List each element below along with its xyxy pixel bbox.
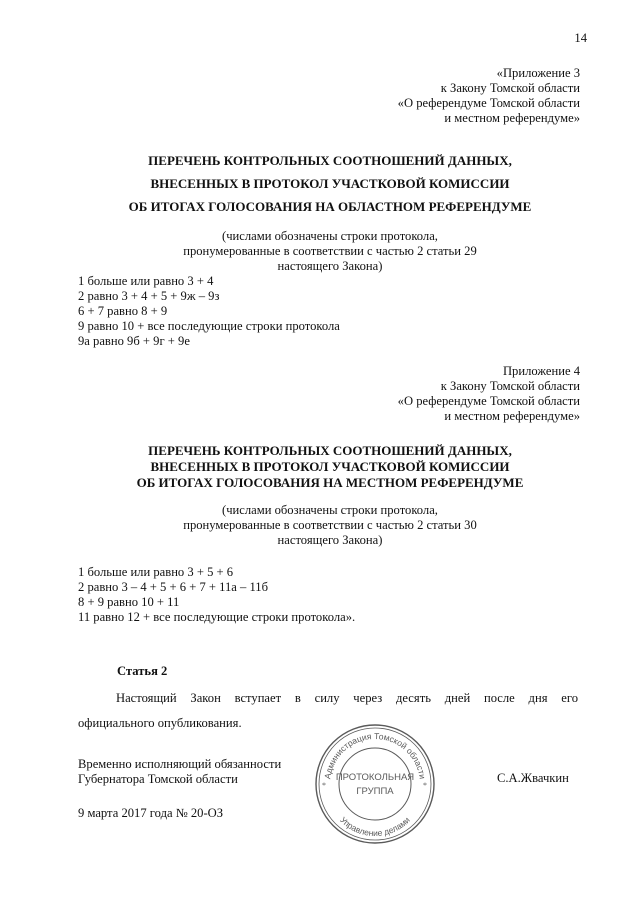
- section-4-relations: [78, 565, 355, 625]
- section-4-title-line: ВНЕСЕННЫХ В ПРОТОКОЛ УЧАСТКОВОЙ КОМИССИИ: [150, 459, 510, 474]
- section-3-note: [60, 229, 600, 274]
- appendix-4-line: Приложение 4: [502, 364, 580, 378]
- appendix-4-line: и местном референдуме»: [444, 409, 580, 423]
- relation-line: 1 больше или равно 3 + 4: [78, 274, 214, 288]
- appendix-3-line: «О референдуме Томской области: [397, 96, 580, 110]
- stamp-inner-ring: [339, 748, 411, 820]
- signatory-position: [78, 757, 281, 787]
- stamp-star-left-icon: *: [322, 781, 326, 790]
- article-text-line-1: Настоящий Закон вступает в силу через десять дней после дня его: [116, 691, 578, 705]
- relation-line: 6 + 7 равно 8 + 9: [78, 304, 168, 318]
- section-4-note-line: пронумерованные в соответствии с частью 2 статьи 30: [183, 518, 477, 532]
- appendix-4-header: [250, 364, 580, 424]
- section-3-note-line: пронумерованные в соответствии с частью 2 статьи 29: [183, 244, 477, 258]
- official-stamp: [313, 722, 438, 847]
- stamp-star-right-icon: *: [423, 781, 427, 790]
- signatory-position-line: Губернатора Томской области: [78, 772, 238, 786]
- signatory-name: С.А.Жвачкин: [497, 771, 569, 785]
- stamp-inner-line-1: ПРОТОКОЛЬНАЯ: [335, 772, 415, 783]
- relation-line: 2 равно 3 + 4 + 5 + 9ж – 9з: [78, 289, 220, 303]
- stamp-outer-ring: [316, 725, 434, 843]
- section-4-title: [60, 443, 600, 491]
- section-4-title-line: ПЕРЕЧЕНЬ КОНТРОЛЬНЫХ СООТНОШЕНИЙ ДАННЫХ,: [148, 443, 512, 458]
- appendix-3-line: и местном референдуме»: [444, 111, 580, 125]
- appendix-3-line: к Закону Томской области: [440, 81, 580, 95]
- stamp-outer-ring-inner: [319, 728, 431, 840]
- section-3-title-line: ОБ ИТОГАХ ГОЛОСОВАНИЯ НА ОБЛАСТНОМ РЕФЕРЕНДУМЕ: [128, 199, 532, 214]
- section-4-title-line: ОБ ИТОГАХ ГОЛОСОВАНИЯ НА МЕСТНОМ РЕФЕРЕНДУМЕ: [136, 475, 524, 490]
- signatory-position-line: Временно исполняющий обязанности: [78, 757, 282, 771]
- appendix-3-line: «Приложение 3: [496, 66, 580, 80]
- section-3-title: [60, 153, 600, 222]
- page-number: 14: [574, 31, 587, 45]
- stamp-text-top: Администрация Томской области: [322, 730, 428, 780]
- stamp-seal-graphic: [313, 722, 438, 847]
- appendix-4-line: «О референдуме Томской области: [397, 394, 580, 408]
- stamp-inner-line-2: ГРУППА: [356, 786, 394, 797]
- section-3-note-line: (числами обозначены строки протокола,: [222, 229, 438, 243]
- section-4-note: [60, 503, 600, 548]
- section-4-note-line: настоящего Закона): [277, 533, 383, 547]
- section-4-note-line: (числами обозначены строки протокола,: [222, 503, 438, 517]
- section-3-note-line: настоящего Закона): [277, 259, 383, 273]
- law-date-number: 9 марта 2017 года № 20-ОЗ: [78, 806, 224, 820]
- appendix-3-header: [250, 66, 580, 126]
- relation-line: 2 равно 3 – 4 + 5 + 6 + 7 + 11а – 11б: [78, 580, 268, 594]
- relation-line: 11 равно 12 + все последующие строки протокола».: [78, 610, 356, 624]
- stamp-text-bottom: Управление делами: [338, 814, 412, 839]
- article-heading: Статья 2: [117, 664, 168, 678]
- article-text-line-2: официального опубликования.: [78, 716, 242, 730]
- section-3-title-line: ПЕРЕЧЕНЬ КОНТРОЛЬНЫХ СООТНОШЕНИЙ ДАННЫХ,: [148, 153, 512, 168]
- relation-line: 1 больше или равно 3 + 5 + 6: [78, 565, 234, 579]
- relation-line: 9а равно 9б + 9г + 9е: [78, 334, 190, 348]
- section-3-title-line: ВНЕСЕННЫХ В ПРОТОКОЛ УЧАСТКОВОЙ КОМИССИИ: [150, 176, 510, 191]
- relation-line: 8 + 9 равно 10 + 11: [78, 595, 180, 609]
- appendix-4-line: к Закону Томской области: [440, 379, 580, 393]
- section-3-relations: [78, 274, 340, 349]
- relation-line: 9 равно 10 + все последующие строки протокола: [78, 319, 340, 333]
